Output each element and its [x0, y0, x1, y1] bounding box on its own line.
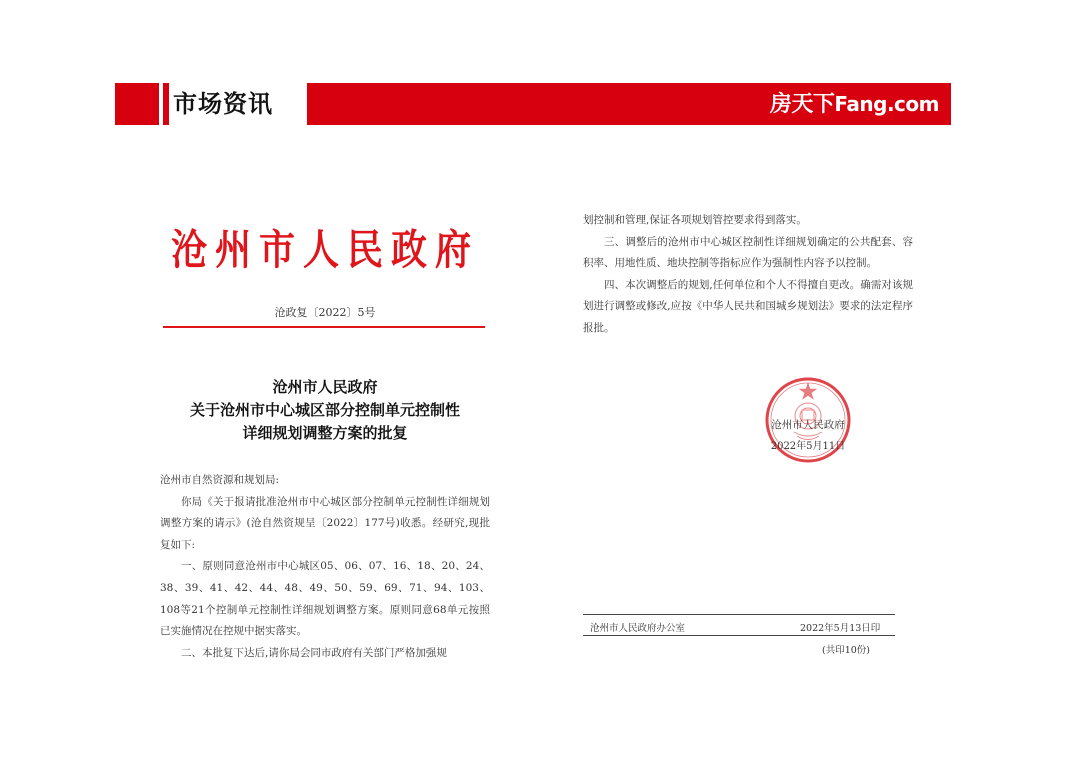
brand-logo [770, 83, 939, 125]
body-paragraph: 划控制和管理,保证各项规划管控要求得到落实。 [583, 214, 807, 226]
banner-red-bar [307, 83, 951, 125]
subject-line: 沧州市人民政府 [272, 378, 378, 396]
issuing-office: 沧州市人民政府办公室 [590, 623, 686, 634]
body-paragraph: 你局《关于报请批准沧州市中心城区部分控制单元控制性详细规划调整方案的请示》(沧自然资规呈〔2022〕177号)收悉。经研究,现批复如下: [160, 495, 490, 551]
brand-logo-cn: 房天下 [769, 92, 835, 117]
signature-date: 2022年5月11日 [770, 441, 846, 452]
brand-logo-latin: Fang.com [834, 92, 939, 116]
copies-count: (共印10份) [822, 645, 871, 656]
government-title: 沧州市人民政府 [170, 226, 479, 275]
header-banner [115, 83, 951, 125]
body-paragraph: 一、原则同意沧州市中心城区05、06、07、16、18、20、24、38、39、41、42、44、48、49、50、59、69、71、94、103、108等21个控制单元控制性详细规划调整方案。原则同意68单元按照已实施情况在控规中据实落实。 [160, 560, 490, 638]
addressee: 沧州市自然资源和规划局: [160, 474, 280, 486]
body-paragraph: 二、本批复下达后,请你局会同市政府有关部门严格加强规 [181, 646, 447, 659]
subject-line: 详细规划调整方案的批复 [242, 424, 408, 442]
banner-title: 市场资讯 [173, 90, 273, 118]
signature-organization: 沧州市人民政府 [771, 419, 845, 431]
footer-rule-bottom [583, 635, 895, 636]
red-divider-line [163, 326, 485, 328]
banner-red-stripe [163, 83, 169, 125]
document-subject [160, 376, 490, 445]
left-page-body [160, 470, 490, 664]
body-paragraph: 三、调整后的沧州市中心城区控制性详细规划确定的公共配套、容积率、用地性质、地块控制等指标应作为强制性内容予以控制。 [583, 235, 913, 270]
body-paragraph: 四、本次调整后的规划,任何单位和个人不得擅自更改。确需对该规划进行调整或修改,应按《中华人民共和国城乡规划法》要求的法定程序报批。 [583, 278, 913, 334]
print-date: 2022年5月13日印 [800, 623, 881, 634]
document-number: 沧政复〔2022〕5号 [274, 306, 376, 319]
banner-red-block-left [115, 83, 159, 125]
subject-line: 关于沧州市中心城区部分控制单元控制性 [189, 401, 460, 419]
footer-rule-top [583, 614, 895, 615]
right-page-body [583, 210, 913, 340]
